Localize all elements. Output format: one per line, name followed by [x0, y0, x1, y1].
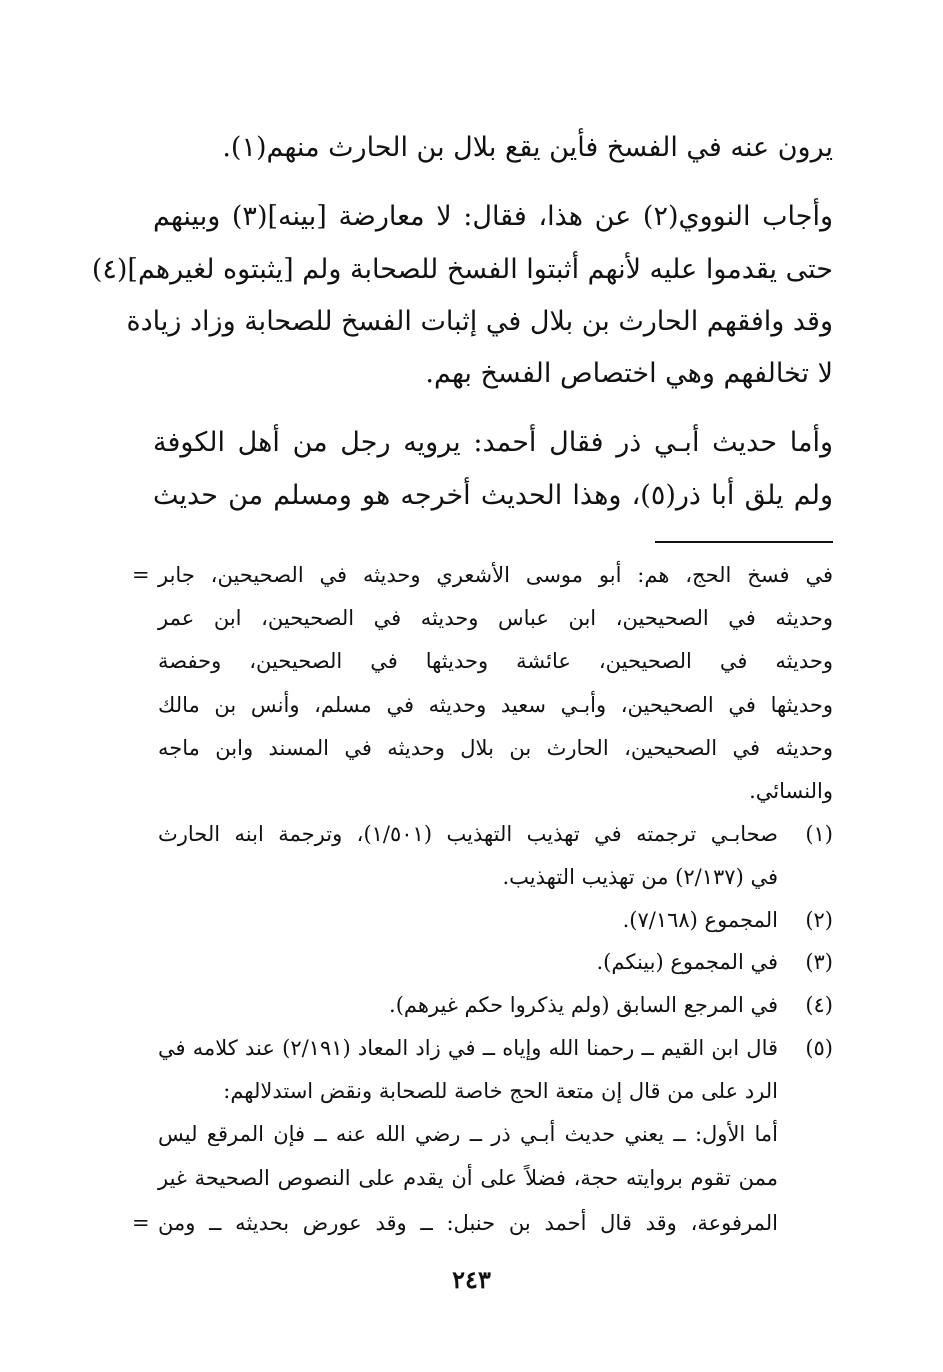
footnote-number: (٢)	[805, 908, 833, 932]
footnote-line: ممن تقوم بروايته حجة، فضلاً على أن يقدم على النصوص الصحيحة غير	[158, 1166, 778, 1190]
main-text-line: يرون عنه في الفسخ فأين يقع بلال بن الحارث منهم(١).	[222, 132, 833, 163]
footnote-line: في (٢/١٣٧) من تهذيب التهذيب.	[502, 865, 778, 889]
main-text-line: وأجاب النووي(٢) عن هذا، فقال: لا معارضة [بينه](٣) وبينهم	[153, 201, 833, 232]
page-number: ٢٤٣	[452, 1265, 491, 1294]
footnote-line: والنسائي.	[749, 779, 833, 803]
footnote-line: الرد على من قال إن متعة الحج خاصة للصحابة ونقض استدلالهم:	[223, 1079, 778, 1103]
footnote-line: قال ابن القيم ــ رحمنا الله وإياه ــ في زاد المعاد (٢/١٩١) عند كلامه في	[158, 1036, 779, 1060]
main-text-line: ولم يلق أبا ذر(٥)، وهذا الحديث أخرجه هو ومسلم من حديث	[153, 480, 833, 511]
footnote-line: المجموع (٧/١٦٨).	[622, 908, 778, 932]
main-text-line: حتى يقدموا عليه لأنهم أثبتوا الفسخ للصحابة ولم [يثبتوه لغيرهم](٤)	[91, 254, 833, 285]
footnote-line: وحديثه في الصحيحين، ابن عباس وحديثه في الصحيحين، ابن عمر	[158, 606, 833, 630]
main-text-line: وأما حديث أبـي ذر فقال أحمد: يرويه رجل من أهل الكوفة	[153, 427, 833, 458]
footnote-number: (٥)	[805, 1036, 833, 1060]
main-text-line: لا تخالفهم وهي اختصاص الفسخ بهم.	[425, 358, 833, 389]
footnote-line: المرفوعة، وقد قال أحمد بن حنبل: ــ وقد عورض بحديثه ــ ومن	[158, 1211, 778, 1235]
footnote-line: صحابـي ترجمته في تهذيب التهذيب (١/٥٠١)، وترجمة ابنه الحارث	[158, 822, 778, 846]
footnote-line: وحديثها في الصحيحين، وأبـي سعيد وحديثه في مسلم، وأنس بن مالك	[158, 693, 833, 717]
footnote-continuation-mark: =	[132, 563, 150, 587]
footnote-line: وحديثه في الصحيحين، عائشة وحديثها في الصحيحين، وحفصة	[158, 649, 833, 673]
footnote-divider	[655, 541, 833, 543]
footnote-line: في المرجع السابق (ولم يذكروا حكم غيرهم).	[389, 993, 778, 1017]
footnote-number: (٣)	[805, 950, 833, 974]
footnote-line: في فسخ الحج، هم: أبو موسى الأشعري وحديثه في الصحيحين، جابر	[158, 563, 833, 587]
footnote-line: في المجموع (بينكم).	[596, 950, 778, 974]
footnote-number: (٤)	[805, 993, 833, 1017]
footnote-number: (١)	[805, 822, 833, 846]
footnote-line: أما الأول: ــ يعني حديث أبـي ذر ــ رضي الله عنه ــ فإن المرقع ليس	[158, 1122, 778, 1146]
footnote-line: وحديثه في الصحيحين، الحارث بن بلال وحديثه في المسند وابن ماجه	[158, 736, 833, 760]
footnote-continues-mark: =	[132, 1211, 150, 1235]
main-text-line: وقد وافقهم الحارث بن بلال في إثبات الفسخ للصحابة وزاد زيادة	[126, 306, 833, 337]
